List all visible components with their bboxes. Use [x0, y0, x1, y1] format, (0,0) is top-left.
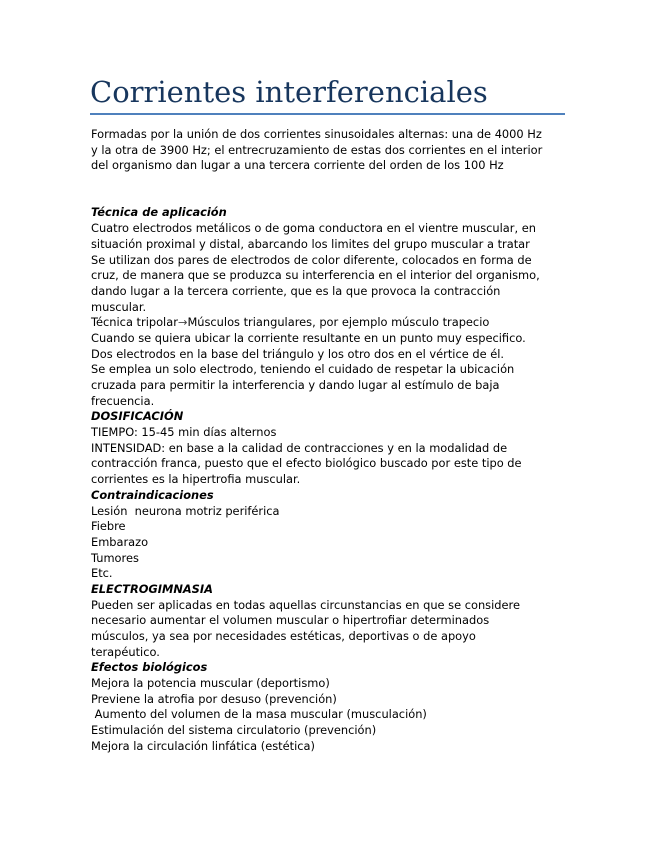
dosificacion-line: contracción franca, puesto que el efecto biológico buscado por este tipo de [91, 456, 522, 471]
contraindicacion-item: Etc. [91, 566, 113, 581]
intro-line: del organismo dan lugar a una tercera corriente del orden de los 100 Hz [91, 158, 504, 173]
tecnica-line: Se emplea un solo electrodo, teniendo el cuidado de respetar la ubicación [91, 362, 515, 377]
section-heading-electrogimnasia: ELECTROGIMNASIA [91, 581, 213, 596]
contraindicacion-item: Lesión neurona motriz periférica [91, 503, 280, 518]
intro-line: y la otra de 3900 Hz; el entrecruzamiento de estas dos corrientes en el interior [91, 142, 543, 157]
tecnica-line: cruzada para permitir la interferencia y dando lugar al estímulo de baja [91, 378, 500, 393]
section-heading-efectos: Efectos biológicos [91, 660, 208, 675]
tecnica-line: dando lugar a la tercera corriente, que es la que provoca la contracción [91, 283, 501, 298]
document-title: Corrientes interferenciales [90, 75, 488, 109]
section-heading-dosificacion: DOSIFICACIÓN [91, 409, 184, 424]
section-heading-tecnica: Técnica de aplicación [91, 205, 227, 220]
spacer [91, 174, 566, 205]
contraindicacion-item: Tumores [91, 550, 139, 565]
tecnica-line: frecuencia. [91, 393, 155, 408]
dosificacion-line: INTENSIDAD: en base a la calidad de contracciones y en la modalidad de [91, 440, 508, 455]
electrogimnasia-line: terapéutico. [91, 644, 160, 659]
efecto-item: Previene la atrofia por desuso (prevención) [91, 691, 337, 706]
tecnica-line: muscular. [91, 299, 147, 314]
tecnica-line: cruz, de manera que se produzca su interferencia en el interior del organismo, [91, 268, 540, 283]
electrogimnasia-line: necesario aumentar el volumen muscular o hipertrofiar determinados [91, 613, 490, 628]
tecnica-line: situación proximal y distal, abarcando los limites del grupo muscular a tratar [91, 236, 530, 251]
tecnica-line: Se utilizan dos pares de electrodos de color diferente, colocados en forma de [91, 252, 532, 267]
title-underline [90, 113, 565, 115]
contraindicacion-item: Embarazo [91, 534, 149, 549]
section-heading-contraindicaciones: Contraindicaciones [91, 487, 214, 502]
contraindicacion-item: Fiebre [91, 519, 126, 534]
electrogimnasia-line: Pueden ser aplicadas en todas aquellas circunstancias en que se considere [91, 597, 520, 612]
efecto-item: Aumento del volumen de la masa muscular (musculación) [91, 707, 427, 722]
tripolar-label: Técnica tripolar [91, 315, 178, 330]
tripolar-line [91, 315, 566, 331]
tecnica-line: Dos electrodos en la base del triángulo y los otro dos en el vértice de él. [91, 346, 504, 361]
tripolar-description: Músculos triangulares, por ejemplo músculo trapecio [187, 315, 490, 330]
right-arrow-icon: → [177, 315, 188, 330]
efecto-item: Mejora la circulación linfática (estética) [91, 738, 315, 753]
efecto-item: Mejora la potencia muscular (deportismo) [91, 676, 330, 691]
dosificacion-line: TIEMPO: 15-45 min días alternos [91, 425, 277, 440]
tecnica-line: Cuando se quiera ubicar la corriente resultante en un punto muy especifico. [91, 330, 526, 345]
electrogimnasia-line: músculos, ya sea por necesidades estéticas, deportivas o de apoyo [91, 629, 476, 644]
dosificacion-line: corrientes es la hipertrofia muscular. [91, 472, 301, 487]
tecnica-line: Cuatro electrodos metálicos o de goma conductora en el vientre muscular, en [91, 221, 536, 236]
document-body [91, 127, 566, 755]
intro-line: Formadas por la unión de dos corrientes sinusoidales alternas: una de 4000 Hz [91, 127, 542, 141]
efecto-item: Estimulación del sistema circulatorio (prevención) [91, 723, 377, 738]
